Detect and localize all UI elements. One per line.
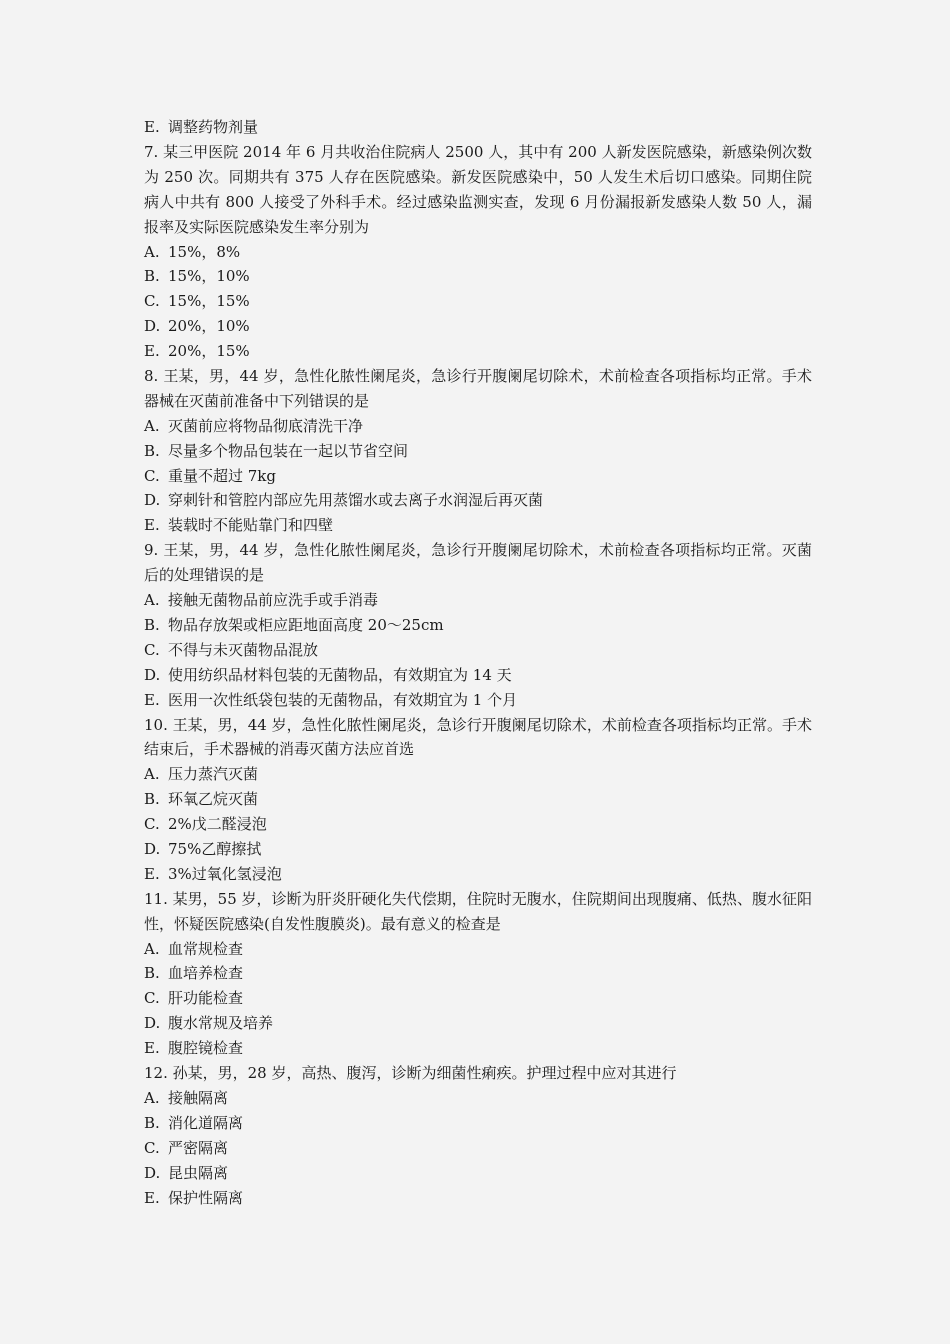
option-letter: E. bbox=[144, 118, 160, 136]
option-letter: E. bbox=[144, 864, 160, 883]
option-text: 调整药物剂量 bbox=[168, 118, 259, 136]
option-letter: C. bbox=[144, 1138, 160, 1157]
option-letter: E. bbox=[144, 342, 160, 361]
option-letter: A. bbox=[144, 939, 160, 958]
question-stem: 9. 王某，男，44 岁，急性化脓性阑尾炎，急诊行开腹阑尾切除术，术前检查各项指标均正常。灭菌后的处理错误的是 bbox=[144, 541, 812, 585]
option-text: 消化道隔离 bbox=[168, 1113, 244, 1132]
answer-option bbox=[144, 289, 812, 314]
option-text: 腹水常规及培养 bbox=[168, 1014, 274, 1033]
option-letter: D. bbox=[144, 317, 161, 336]
option-letter: B. bbox=[144, 441, 160, 460]
answer-option bbox=[144, 787, 812, 812]
option-letter: B. bbox=[144, 267, 160, 286]
answer-option bbox=[144, 937, 812, 962]
answer-option bbox=[144, 613, 812, 638]
answer-option bbox=[144, 986, 812, 1011]
option-letter: C. bbox=[144, 989, 160, 1008]
answer-option bbox=[144, 439, 812, 464]
option-text: 2%戊二醛浸泡 bbox=[168, 815, 267, 834]
option-letter: E. bbox=[144, 516, 160, 535]
option-text: 肝功能检查 bbox=[168, 989, 244, 1008]
answer-option bbox=[144, 588, 812, 613]
answer-option bbox=[144, 1036, 812, 1061]
option-text: 重量不超过 7kg bbox=[168, 466, 277, 485]
option-text: 装载时不能贴靠门和四壁 bbox=[168, 516, 334, 535]
option-letter: D. bbox=[144, 1163, 161, 1182]
option-letter: B. bbox=[144, 615, 160, 634]
option-text: 15%，8% bbox=[168, 242, 241, 261]
question-stem: 8. 王某，男，44 岁，急性化脓性阑尾炎，急诊行开腹阑尾切除术，术前检查各项指标均正常。手术器械在灭菌前准备中下列错误的是 bbox=[144, 366, 812, 410]
option-text: 物品存放架或柜应距地面高度 20～25cm bbox=[168, 615, 444, 634]
option-letter: E. bbox=[144, 690, 160, 709]
option-letter: D. bbox=[144, 1014, 161, 1033]
answer-option bbox=[144, 1011, 812, 1036]
question-stem: 10. 王某，男，44 岁，急性化脓性阑尾炎，急诊行开腹阑尾切除术，术前检查各项指标均正常。手术结束后，手术器械的消毒灭菌方法应首选 bbox=[144, 715, 812, 759]
option-text: 不得与未灭菌物品混放 bbox=[168, 640, 319, 659]
answer-option bbox=[144, 240, 812, 265]
answer-option bbox=[144, 488, 812, 513]
answer-option bbox=[144, 961, 812, 986]
option-text: 接触无菌物品前应洗手或手消毒 bbox=[168, 591, 379, 610]
option-letter: C. bbox=[144, 640, 160, 659]
answer-option bbox=[144, 862, 812, 887]
option-text: 灭菌前应将物品彻底清洗干净 bbox=[168, 416, 364, 435]
answer-option bbox=[144, 339, 812, 364]
answer-option bbox=[144, 1186, 812, 1211]
question-stem: 11. 某男，55 岁，诊断为肝炎肝硬化失代偿期，住院时无腹水，住院期间出现腹痛、低热、腹水征阳性，怀疑医院感染(自发性腹膜炎)。最有意义的检查是 bbox=[144, 889, 812, 933]
option-text: 穿刺针和管腔内部应先用蒸馏水或去离子水润湿后再灭菌 bbox=[168, 491, 544, 510]
option-letter: B. bbox=[144, 1113, 160, 1132]
option-text: 20%，15% bbox=[168, 342, 250, 361]
option-text: 腹腔镜检查 bbox=[168, 1039, 244, 1058]
option-text: 使用纺织品材料包装的无菌物品，有效期宜为 14 天 bbox=[168, 665, 512, 684]
option-text: 血培养检查 bbox=[168, 964, 244, 983]
option-text: 严密隔离 bbox=[168, 1138, 229, 1157]
option-text: 15%，15% bbox=[168, 292, 250, 311]
option-letter: B. bbox=[144, 964, 160, 983]
option-letter: C. bbox=[144, 292, 160, 311]
option-letter: D. bbox=[144, 839, 161, 858]
answer-option bbox=[144, 688, 812, 713]
option-text: 接触隔离 bbox=[168, 1088, 229, 1107]
answer-option bbox=[144, 837, 812, 862]
option-text: 尽量多个物品包装在一起以节省空间 bbox=[168, 441, 409, 460]
option-text: 压力蒸汽灭菌 bbox=[168, 765, 259, 784]
answer-option bbox=[144, 115, 812, 140]
option-letter: E. bbox=[144, 1188, 160, 1207]
answer-option bbox=[144, 638, 812, 663]
answer-option bbox=[144, 314, 812, 339]
question-stem: 12. 孙某，男，28 岁，高热、腹泻，诊断为细菌性痢疾。护理过程中应对其进行 bbox=[144, 1064, 677, 1083]
option-letter: A. bbox=[144, 416, 160, 435]
option-letter: A. bbox=[144, 1088, 160, 1107]
question-list bbox=[144, 115, 812, 1210]
option-letter: D. bbox=[144, 491, 161, 510]
option-letter: B. bbox=[144, 790, 160, 809]
option-letter: A. bbox=[144, 765, 160, 784]
answer-option bbox=[144, 513, 812, 538]
option-text: 15%，10% bbox=[168, 267, 250, 286]
answer-option bbox=[144, 1086, 812, 1111]
option-letter: A. bbox=[144, 242, 160, 261]
option-letter: D. bbox=[144, 665, 161, 684]
option-text: 昆虫隔离 bbox=[168, 1163, 229, 1182]
answer-option bbox=[144, 762, 812, 787]
option-text: 血常规检查 bbox=[168, 939, 244, 958]
option-text: 医用一次性纸袋包装的无菌物品，有效期宜为 1 个月 bbox=[168, 690, 518, 709]
option-text: 3%过氧化氢浸泡 bbox=[168, 864, 282, 883]
answer-option bbox=[144, 414, 812, 439]
question-stem: 7. 某三甲医院 2014 年 6 月共收治住院病人 2500 人，其中有 200 人新发医院感染，新感染例次数为 250 次。同期共有 375 人存在医院感染。新发医院感染中，50 人发生术后切口感染。同期住院病人中共有 800 人接受了外科手术。经过感染监测实查，发现 6 月份漏报新发感染人数 50 人，漏报率及实际医院感染发生率分别为 bbox=[144, 142, 812, 236]
option-letter: C. bbox=[144, 815, 160, 834]
option-text: 保护性隔离 bbox=[168, 1188, 244, 1207]
option-text: 环氧乙烷灭菌 bbox=[168, 790, 259, 809]
option-text: 75%乙醇擦拭 bbox=[168, 839, 262, 858]
option-letter: E. bbox=[144, 1039, 160, 1058]
answer-option bbox=[144, 663, 812, 688]
answer-option bbox=[144, 1111, 812, 1136]
answer-option bbox=[144, 264, 812, 289]
answer-option bbox=[144, 1136, 812, 1161]
option-letter: A. bbox=[144, 591, 160, 610]
option-letter: C. bbox=[144, 466, 160, 485]
answer-option bbox=[144, 1161, 812, 1186]
option-text: 20%，10% bbox=[168, 317, 250, 336]
answer-option bbox=[144, 464, 812, 489]
answer-option bbox=[144, 812, 812, 837]
